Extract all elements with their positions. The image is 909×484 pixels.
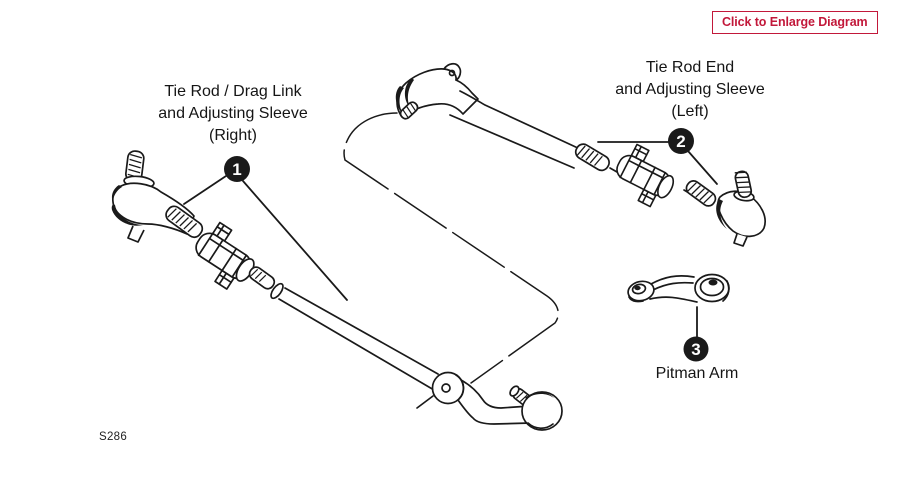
label-tie-rod-right: [118, 81, 348, 147]
label-pitman-arm: [607, 363, 787, 385]
label-line: Pitman Arm: [655, 365, 739, 382]
callout-1-number: 1: [232, 160, 242, 179]
label-line: Tie Rod End: [645, 59, 735, 76]
drag-link-rod-drawing: [247, 265, 438, 390]
figure-code: S286: [99, 431, 128, 443]
label-line: (Left): [671, 103, 709, 120]
callout-3-marker: [684, 307, 709, 362]
phantom-centerlink-outline: [344, 113, 558, 408]
tie-rod-end-left-drawing: [684, 170, 765, 246]
callout-3-number: 3: [691, 340, 701, 359]
label-line: and Adjusting Sleeve: [158, 105, 308, 122]
label-line: and Adjusting Sleeve: [615, 81, 765, 98]
adjusting-sleeve-left-drawing: [608, 141, 682, 212]
label-tie-rod-left: [575, 57, 805, 123]
label-line: Tie Rod / Drag Link: [164, 83, 302, 100]
drag-link-end-drawing: [433, 373, 563, 431]
tie-rod-end-right-drawing: [112, 150, 205, 242]
label-line: (Right): [208, 127, 257, 144]
tie-rod-left-inner-socket-drawing: [396, 64, 478, 121]
enlarge-diagram-button[interactable]: Click to Enlarge Diagram: [712, 11, 878, 34]
callout-2-number: 2: [676, 132, 686, 151]
pitman-arm-drawing: [626, 275, 729, 303]
